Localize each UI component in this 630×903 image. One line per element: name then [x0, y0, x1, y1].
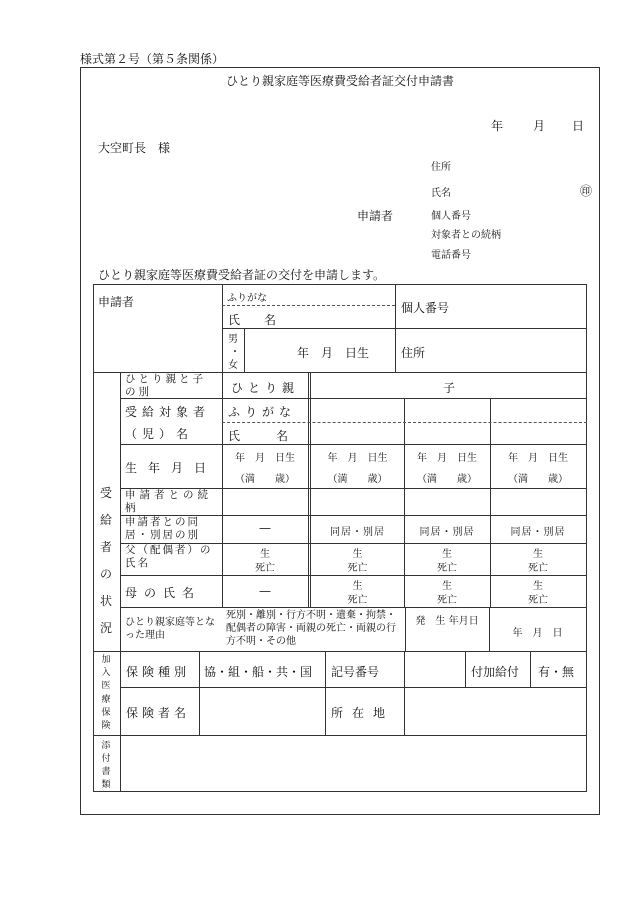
occurrence-date[interactable]: 年 月 日	[512, 628, 563, 639]
form-number: 様式第２号（第５条関係）	[80, 52, 225, 66]
relation-label: 申請者との続柄	[125, 489, 212, 514]
sec1-name-label: 氏 名	[228, 313, 277, 327]
reason-label: ひとり親家庭等となった理由	[125, 617, 215, 641]
target-name-field-label: 氏 名	[228, 429, 289, 443]
table-line	[120, 575, 587, 576]
insurer-name-label: 保険者名	[126, 706, 191, 720]
sex-separator: ・	[230, 347, 240, 358]
mother-child-1-alive[interactable]: 生	[352, 581, 363, 592]
mother-name-label: 母の氏名	[125, 586, 202, 600]
target-furigana-label: ふりがな	[228, 405, 297, 419]
table-line	[244, 328, 245, 372]
insurance-type-options[interactable]: 協・組・船・共・国	[204, 665, 313, 679]
seal-mark: ㊞	[580, 184, 593, 198]
parent-header: ひとり親	[230, 381, 299, 395]
sec1-birth-label: 年 月 日生	[297, 346, 370, 360]
insurance-number-label: 記号番号	[331, 665, 380, 679]
birthdate-label: 生年月日	[125, 461, 218, 475]
additional-benefit-options[interactable]: 有・無	[538, 665, 575, 679]
additional-benefit-label: 付加給付	[471, 665, 520, 679]
applicant-name-label: 氏名	[431, 188, 451, 199]
applicant-mynumber-label: 個人番号	[431, 211, 471, 222]
cohab-parent-dash: —	[259, 521, 271, 535]
sec1-mynumber-label: 個人番号	[401, 301, 450, 315]
mother-child-3-dead[interactable]: 死亡	[528, 595, 548, 606]
applicant-address-label: 住所	[431, 162, 451, 173]
father-name-label: 父（配偶者）の氏名	[125, 544, 213, 569]
parent-child-label: ひとり親と子の別	[125, 373, 206, 398]
birth-child-2[interactable]: 年 月 日生	[417, 453, 477, 464]
age-child-3[interactable]: （満 歳）	[508, 474, 568, 485]
father-child-1-dead[interactable]: 死亡	[347, 563, 368, 574]
mother-child-2-alive[interactable]: 生	[442, 581, 452, 592]
mother-parent-dash: —	[259, 584, 271, 598]
cohabitation-label: 申請者との同居・別居の別	[125, 516, 200, 541]
sex-male[interactable]: 男	[228, 334, 238, 345]
date-day[interactable]: 日	[572, 119, 585, 133]
birth-child-1[interactable]: 年 月 日生	[327, 453, 388, 464]
table-line	[465, 651, 466, 687]
table-line	[405, 607, 406, 651]
reason-options[interactable]: 死別・離別・行方不明・遺棄・拘禁・配偶者の障害・両親の死亡・両親の行方不明・その他	[226, 610, 396, 647]
table-line	[586, 284, 587, 791]
father-child-3-alive[interactable]: 生	[533, 549, 543, 560]
table-line	[120, 607, 587, 608]
table-line	[93, 284, 587, 285]
form-title: ひとり親家庭等医療費受給者証交付申請書	[225, 74, 454, 88]
table-line	[93, 651, 587, 652]
cohab-child-3[interactable]: 同居・別居	[510, 527, 566, 538]
date-month[interactable]: 月	[533, 119, 546, 133]
father-child-2-dead[interactable]: 死亡	[437, 563, 457, 574]
applicant-relation-label: 対象者との続柄	[431, 230, 501, 241]
mother-child-2-dead[interactable]: 死亡	[437, 595, 457, 606]
father-parent-dead[interactable]: 死亡	[255, 563, 275, 574]
cohab-child-1[interactable]: 同居・別居	[330, 527, 385, 538]
sex-female[interactable]: 女	[228, 360, 238, 371]
birth-parent[interactable]: 年 月 日生	[235, 453, 295, 464]
insurance-type-label: 保険種別	[126, 665, 191, 679]
sec1-applicant-label: 申請者	[98, 295, 135, 309]
sec1-furigana-label: ふりがな	[227, 293, 267, 304]
table-line	[222, 328, 587, 329]
age-parent[interactable]: （満 歳）	[235, 474, 295, 485]
father-child-3-dead[interactable]: 死亡	[528, 563, 548, 574]
table-line	[222, 422, 587, 423]
application-statement: ひとり親家庭等医療費受給者証の交付を申請します。	[98, 268, 386, 282]
age-child-2[interactable]: （満 歳）	[417, 474, 477, 485]
addressee: 大空町長 様	[98, 141, 171, 155]
birth-child-3[interactable]: 年 月 日生	[508, 453, 568, 464]
insurance-side-label: 加 入 医 療 保 険	[101, 655, 111, 732]
applicant-phone-label: 電話番号	[431, 250, 471, 261]
table-line	[93, 284, 94, 791]
father-child-1-alive[interactable]: 生	[352, 549, 363, 560]
target-name-label: 受給対象者（児）名	[125, 405, 211, 441]
table-line	[199, 651, 200, 735]
mother-child-1-dead[interactable]: 死亡	[347, 595, 368, 606]
attachments-side-label: 添 付 書 類	[101, 741, 111, 790]
occurrence-date-label: 発 生 年月日	[415, 616, 479, 627]
table-line	[222, 305, 395, 306]
table-line	[530, 651, 531, 687]
child-header: 子	[442, 381, 455, 395]
recipient-status-side-label: 受 給 者 の 状 況	[99, 486, 112, 635]
mother-child-3-alive[interactable]: 生	[533, 581, 543, 592]
father-child-2-alive[interactable]: 生	[442, 549, 452, 560]
table-line	[93, 735, 587, 736]
age-child-1[interactable]: （満 歳）	[327, 474, 388, 485]
father-parent-alive[interactable]: 生	[260, 549, 270, 560]
sec1-address-label: 住所	[401, 346, 426, 360]
table-line	[120, 372, 121, 791]
date-year[interactable]: 年	[491, 119, 504, 133]
table-line	[93, 791, 587, 792]
table-line	[120, 687, 587, 688]
table-line	[325, 651, 326, 735]
applicant-label: 申請者	[357, 209, 394, 223]
table-line	[404, 651, 405, 735]
cohab-child-2[interactable]: 同居・別居	[419, 527, 475, 538]
insurer-location-label: 所在地	[331, 706, 395, 720]
